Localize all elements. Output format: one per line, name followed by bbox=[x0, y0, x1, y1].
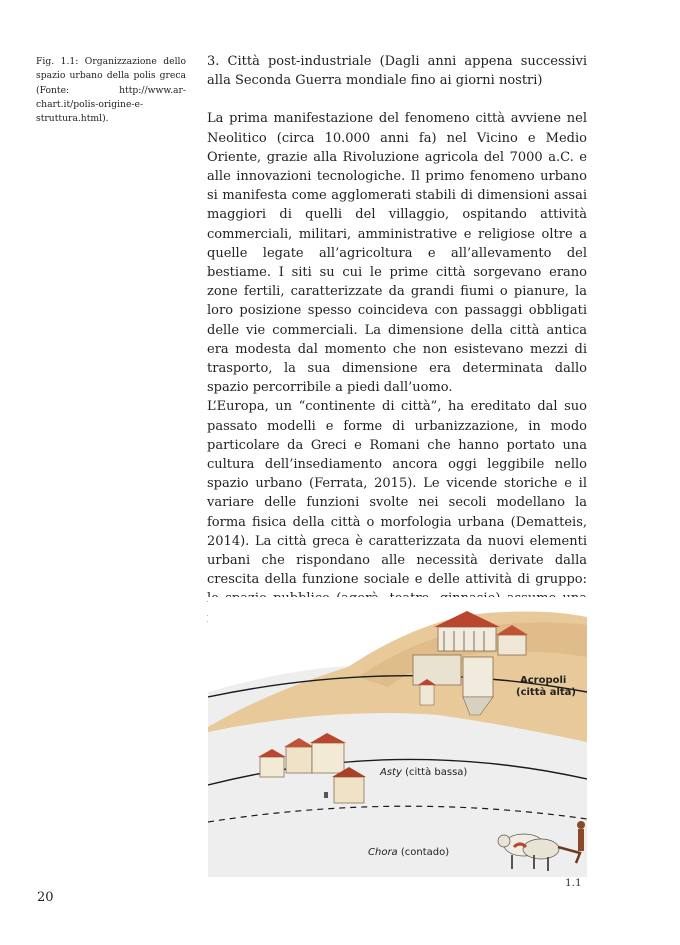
paragraph-2: L’Europa, un “continente di città”, ha ereditato dal suo passato modelli e forme di urbanizzazione, in modo particolare da Greci e Romani che hanno portato una cultura dell’insediamento ancora oggi leggibile nello spazio urbano (Ferrata, 2015). Le vicende storiche e il variare delle funzioni svolte nei secoli modellano la forma fisica della città o morfologia urbana (Dematteis, 2014). La città greca è caratterizzata da nuovi elementi urbani che rispondano alle necessità derivate dalla crescita della funzione sociale e delle attività di gruppo: bbox=[207, 399, 587, 588]
chora-sublabel: (contado) bbox=[400, 847, 450, 858]
chora-label bbox=[368, 847, 449, 858]
acropoli-label: Acropoli bbox=[520, 675, 567, 686]
main-text bbox=[207, 52, 587, 628]
polis-illustration bbox=[208, 597, 587, 877]
polis-diagram bbox=[208, 597, 587, 877]
figure-caption: Fig. 1.1: Organizzazione dello spazio urbano della polis greca (Fonte: http://www.ar-chart.it/polis-origine-e-struttura.html). bbox=[36, 56, 186, 125]
page-number: 20 bbox=[37, 890, 54, 905]
paragraph-1: La prima manifestazione del fenomeno città avviene nel Neolitico (circa 10.000 anni fa) nel Vicino e Medio Oriente, grazie alla Rivoluzione agricola del 7000 a.C. e alle innovazioni tecnologiche. Il primo fenomeno urbano si manifesta come agglomerati stabili di dimensioni assai maggiori di quelli del villaggio, ospitando attività commerciali, militari, amministrative e religiose oltre a quelle legate all’agricoltura e all’allevamento del bestiame. I siti su cui le prime città sorgevano erano zone fertili, caratterizzate da grandi fiumi o pianure, la loro posizione spesso coincideva con passaggi obbligati delle vie commerciali. La dimensione della città antica era modesta dal momento che non esistevano mezzi di trasporto, la sua dimensione era determinata dallo spazio percorribile a piedi dall’uomo. bbox=[207, 111, 587, 396]
asty-name: Asty bbox=[380, 767, 402, 778]
asty-label bbox=[379, 766, 467, 778]
asty-sublabel: (città bassa) bbox=[405, 767, 468, 778]
chora-name: Chora bbox=[368, 847, 398, 858]
section-heading: 3. Città post-industriale (Dagli anni appena successivi alla Seconda Guerra mondiale fino ai giorni nostri) bbox=[207, 54, 587, 89]
acropoli-sublabel: (città alta) bbox=[516, 687, 576, 698]
figure-number: 1.1 bbox=[565, 877, 582, 889]
